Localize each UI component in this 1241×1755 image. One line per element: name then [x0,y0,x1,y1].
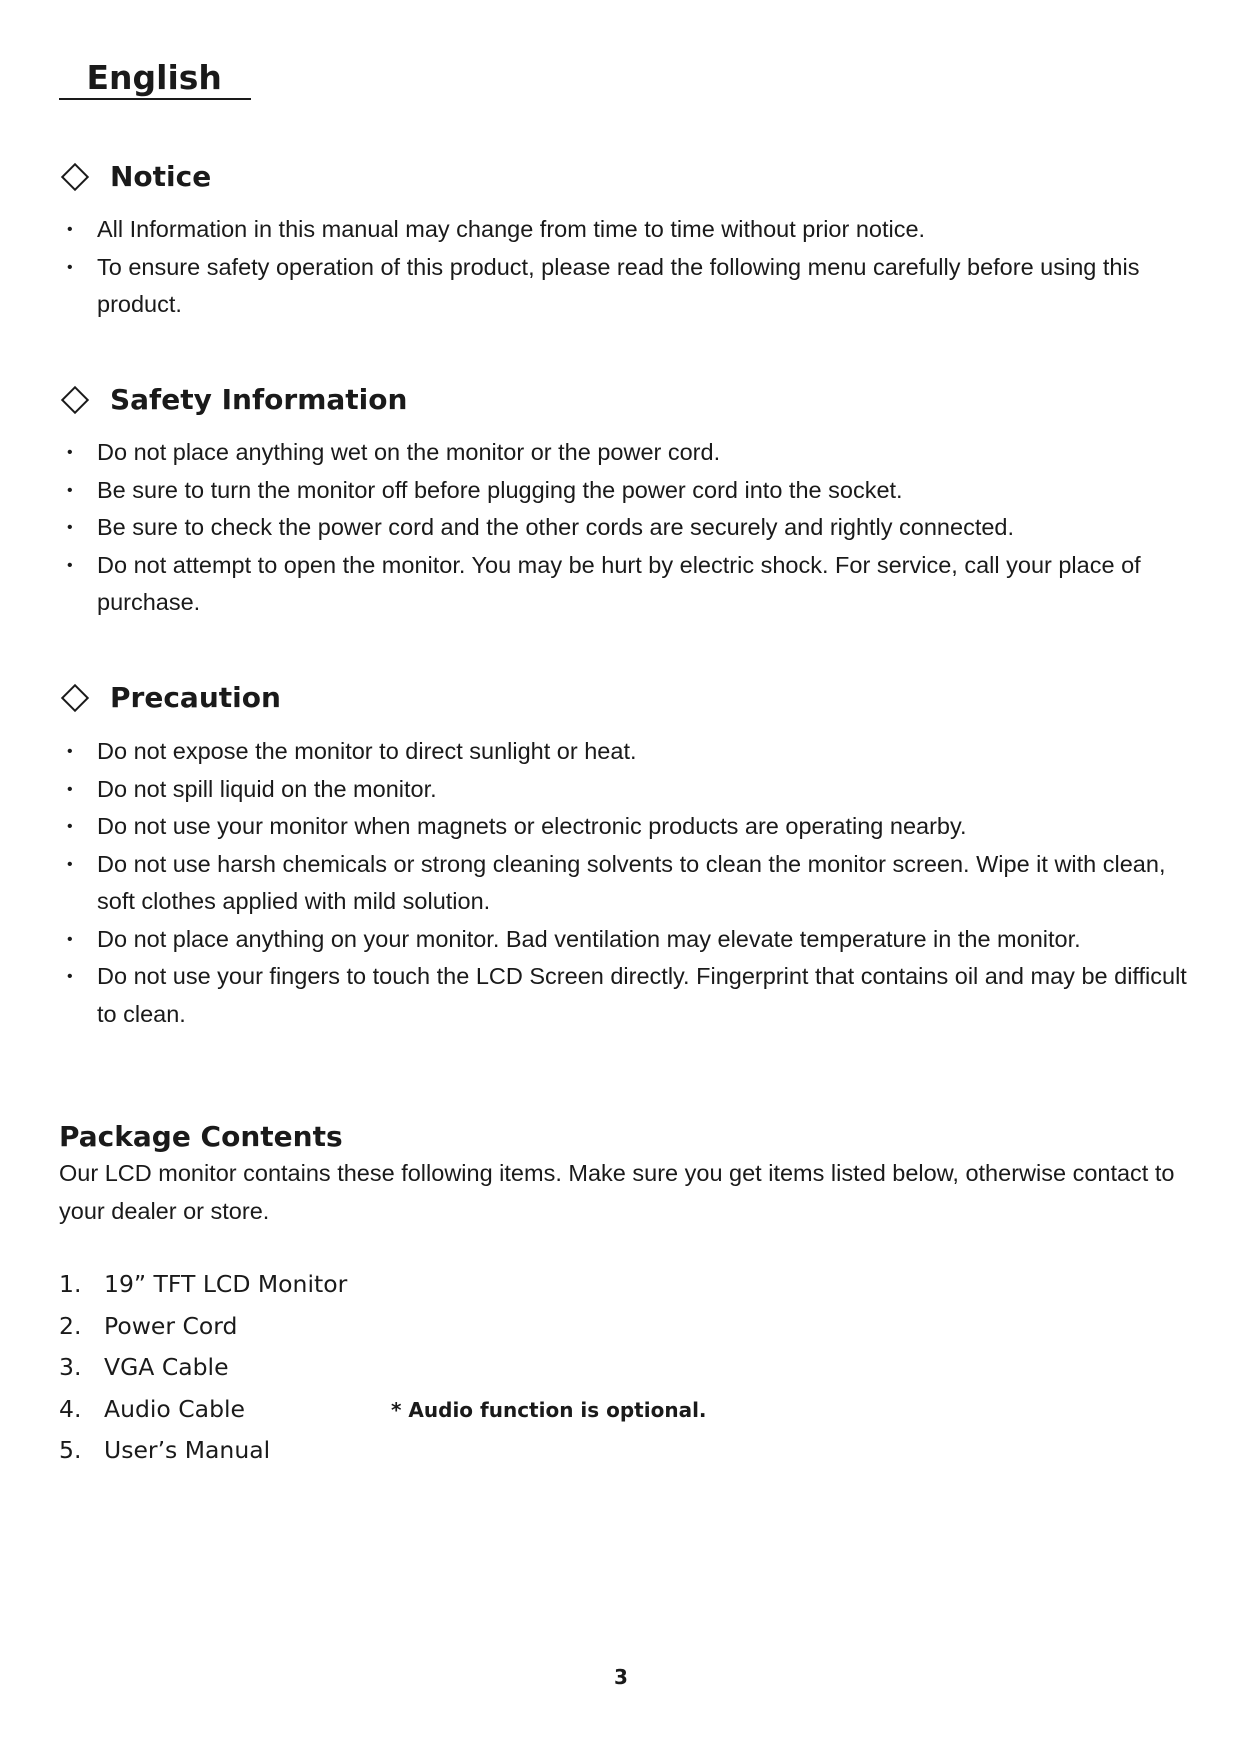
notice-heading-text: Notice [110,160,212,193]
list-item: • Do not attempt to open the monitor. You may be hurt by electric shock. For service, call your place of purchase. [59,547,1189,622]
bullet-icon: • [67,743,73,760]
item-number: 3. [59,1353,82,1382]
precaution-heading-text: Precaution [110,681,281,714]
package-intro: Our LCD monitor contains these following items. Make sure you get items listed below, otherwise contact to your dealer or store. [59,1160,1175,1224]
safety-heading [59,380,407,420]
item-number: 1. [59,1270,82,1298]
package-list [59,1264,1189,1472]
list-item: • Do not place anything wet on the monitor or the power cord. [59,434,1189,472]
list-item: • All Information in this manual may change from time to time without prior notice. [59,211,1189,249]
list-item: • Do not use harsh chemicals or strong cleaning solvents to clean the monitor screen. Wipe it with clean, soft clothes applied with mild solution. [59,846,1189,921]
precaution-heading [59,678,281,718]
optional-note: * Audio function is optional. [391,1397,707,1422]
bullet-icon: • [67,519,73,536]
list-item: • Be sure to check the power cord and the other cords are securely and rightly connected. [59,509,1189,547]
list-item: • To ensure safety operation of this product, please read the following menu carefully before using this product. [59,249,1189,324]
item-number: 5. [59,1436,82,1465]
item-text: Audio Cable [104,1394,245,1423]
item-text: VGA Cable [104,1353,229,1382]
diamond-icon [61,684,89,712]
manual-page [59,0,1189,1755]
item-text: Power Cord [104,1311,238,1340]
bullet-icon: • [67,930,73,948]
bullet-icon: • [67,780,73,798]
list-item: • Do not place anything on your monitor. Bad ventilation may elevate temperature in the monitor. [59,921,1189,959]
bullet-icon: • [67,444,73,461]
list-item: • Be sure to turn the monitor off before plugging the power cord into the socket. [59,472,1189,510]
item-number: 4. [59,1394,82,1423]
list-item: • Do not use your monitor when magnets or electronic products are operating nearby. [59,808,1189,846]
list-item [59,1389,1189,1431]
precaution-list [59,733,1189,1033]
bullet-icon: • [67,221,73,238]
item-text: 19” TFT LCD Monitor [104,1270,348,1298]
item-text: User’s Manual [104,1436,271,1465]
list-item [59,1430,1189,1472]
bullet-icon: • [67,818,73,835]
list-item: • Do not spill liquid on the monitor. [59,771,1189,809]
notice-heading [59,157,211,197]
list-item [59,1306,1189,1348]
diamond-icon [61,163,89,191]
list-item [59,1347,1189,1389]
list-item: • Do not use your fingers to touch the LCD Screen directly. Fingerprint that contains oil and may be difficult to clean. [59,958,1189,1033]
diamond-icon [61,386,89,414]
bullet-icon: • [67,968,73,985]
package-heading: Package Contents [59,1120,343,1153]
notice-list [59,211,1189,324]
bullet-icon: • [67,258,73,276]
language-title: English [59,58,251,100]
page-number: 3 [614,1665,628,1689]
bullet-icon: • [67,855,73,873]
list-item: • Do not expose the monitor to direct sunlight or heat. [59,733,1189,771]
bullet-icon: • [67,556,73,574]
bullet-icon: • [67,481,73,499]
list-item [59,1264,1189,1306]
safety-list [59,434,1189,622]
safety-heading-text: Safety Information [110,383,408,416]
item-number: 2. [59,1311,82,1340]
